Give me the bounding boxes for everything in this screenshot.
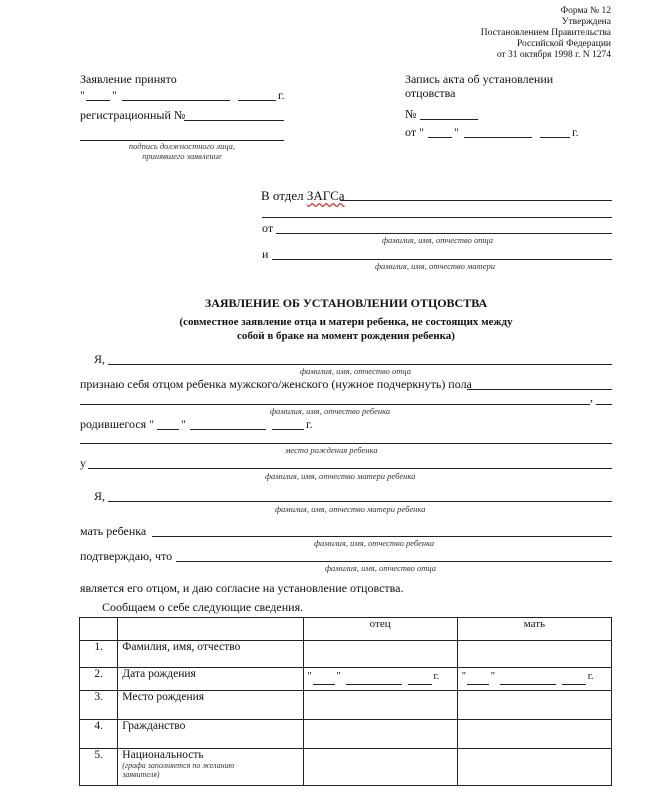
date-year-suffix: г. (587, 671, 594, 682)
father-birthdate-cell[interactable] (303, 668, 457, 691)
father-name-line (276, 233, 612, 234)
admit-text: признаю себя отцом ребенка мужского/женского (нужное подчеркнуть) пола (80, 377, 472, 391)
row-num: 4. (80, 720, 118, 749)
record-from-label: от " (405, 125, 424, 139)
record-year-suffix: г. (572, 125, 579, 139)
form-approved: Утверждена (561, 17, 611, 27)
confirm-caption: фамилия, имя, отчество отца (325, 563, 436, 573)
born-year-suffix: г. (306, 417, 313, 431)
born-year-line (272, 429, 304, 430)
table-row (80, 691, 612, 720)
ya-father-caption: фамилия, имя, отчество отца (300, 366, 411, 376)
zags-to (261, 188, 345, 204)
u-mother-line (88, 468, 612, 469)
date-year-line (408, 684, 432, 685)
date-year-suffix: г. (433, 671, 440, 682)
row-note-1: (графа заполняется по желанию (122, 761, 235, 770)
table-header-label (118, 618, 303, 641)
date-quote-close: " (336, 671, 341, 682)
father-name-cell[interactable] (303, 641, 457, 668)
row-label-nationality (118, 749, 303, 786)
birthplace-caption: место рождения ребенка (285, 445, 378, 455)
mother-birthplace-cell[interactable] (457, 691, 611, 720)
born-month-line (190, 429, 266, 430)
table-row (80, 668, 612, 691)
born-label: родившегося " (80, 417, 155, 431)
date-quote-open: " (461, 671, 467, 682)
table-header-num (80, 618, 118, 641)
ya-label-2: Я, (94, 489, 106, 503)
accepted-month-line (122, 100, 230, 101)
record-label-2: отцовства (405, 86, 456, 100)
mother-birthdate-cell[interactable] (457, 668, 611, 691)
mother-of-child-line (152, 536, 612, 537)
table-header-mother: мать (457, 618, 611, 641)
date-year-line (562, 684, 586, 685)
ya-father-line (108, 364, 612, 365)
mother-name-caption: фамилия, имя, отчество матери (375, 261, 496, 271)
row-num: 1. (80, 641, 118, 668)
confirm-label: подтверждаю, что (80, 549, 173, 563)
confirm-line (176, 561, 612, 562)
mother-of-child-caption: фамилия, имя, отчество ребенка (314, 538, 435, 548)
form-number: Форма № 12 (560, 6, 611, 16)
child-name-line (80, 404, 590, 405)
record-year-line (540, 137, 570, 138)
record-label-1: Запись акта об установлении (405, 72, 554, 86)
form-country: Российской Федерации (516, 39, 611, 49)
born-day-line (157, 429, 179, 430)
record-month-line (464, 137, 532, 138)
form-decree: Постановлением Правительства (480, 28, 611, 38)
document-title: ЗАЯВЛЕНИЕ ОБ УСТАНОВЛЕНИИ ОТЦОВСТВА (204, 296, 488, 310)
ya-mother-line (108, 501, 612, 502)
form-header (481, 6, 611, 61)
row-label: Дата рождения (118, 668, 303, 691)
accepted-label: Заявление принято (80, 72, 177, 86)
table-row (80, 720, 612, 749)
signature-caption-1: подпись должностного лица, (128, 141, 236, 151)
zags-from-label: от (262, 221, 274, 235)
signature-caption (80, 141, 284, 161)
row-label: Фамилия, имя, отчество (118, 641, 303, 668)
record-number-line (420, 119, 478, 120)
mother-name-cell[interactable] (457, 641, 611, 668)
date-month-line (346, 684, 402, 685)
child-name-comma: , (590, 390, 593, 404)
row-label: Гражданство (118, 720, 303, 749)
table-row (80, 749, 612, 786)
mother-of-child-label: мать ребенка (80, 524, 147, 538)
document-subtitle-2: собой в браке на момент рождения ребенка) (237, 330, 455, 342)
info-table (79, 617, 612, 786)
zags-to-prefix: В отдел (261, 188, 307, 203)
mother-nationality-cell[interactable] (457, 749, 611, 786)
child-name-caption: фамилия, имя, отчество ребенка (270, 406, 391, 416)
row-label: Национальность (122, 749, 204, 761)
accepted-quote-close: " (112, 88, 117, 102)
mother-citizenship-cell[interactable] (457, 720, 611, 749)
father-name-caption: фамилия, имя, отчество отца (382, 235, 493, 245)
child-name-line-tail (596, 404, 612, 405)
father-nationality-cell[interactable] (303, 749, 457, 786)
zags-word: ЗАГСа (306, 188, 345, 203)
father-citizenship-cell[interactable] (303, 720, 457, 749)
signature-caption-2: принявшего заявление (142, 151, 222, 161)
date-quote-open: " (307, 671, 312, 682)
born-quote-close: " (181, 417, 186, 431)
info-intro: Сообщаем о себе следующие сведения. (102, 600, 304, 614)
record-day-line (428, 137, 452, 138)
reg-number-label: регистрационный № (80, 108, 186, 122)
table-header-row (80, 618, 612, 641)
date-day-line (467, 684, 489, 685)
row-label: Место рождения (118, 691, 303, 720)
date-month-line (500, 684, 556, 685)
document-subtitle-1: (совместное заявление отца и матери ребенка, не состоящих между (179, 316, 513, 328)
table-row (80, 641, 612, 668)
zags-and-label: и (262, 247, 269, 261)
row-num: 2. (80, 668, 118, 691)
ya-mother-caption: фамилия, имя, отчество матери ребенка (275, 504, 426, 514)
mother-birthdate (458, 668, 611, 690)
reg-number-line (184, 120, 284, 121)
row-num: 5. (80, 749, 118, 786)
row-num: 3. (80, 691, 118, 720)
accepted-day-line (86, 100, 110, 101)
accepted-quote-open: " (80, 88, 85, 102)
zags-line-2 (262, 217, 612, 218)
u-label: у (80, 456, 86, 470)
birthplace-line (80, 443, 612, 444)
form-date: от 31 октября 1998 г. N 1274 (496, 50, 611, 60)
row-note-2: заявителя) (122, 770, 160, 779)
father-birthdate (304, 668, 457, 690)
accepted-year-suffix: г. (278, 88, 285, 102)
u-mother-caption: фамилия, имя, отчество матери ребенка (265, 471, 416, 481)
date-quote-close: " (490, 671, 496, 682)
father-birthplace-cell[interactable] (303, 691, 457, 720)
zags-line (340, 200, 612, 201)
ya-label-1: Я, (94, 352, 106, 366)
table-header-father: отец (303, 618, 457, 641)
mother-name-line (272, 259, 612, 260)
date-day-line (313, 684, 335, 685)
record-number-label: № (405, 107, 417, 121)
accepted-year-line (238, 100, 276, 101)
consent-text: является его отцом, и даю согласие на установление отцовства. (80, 581, 404, 595)
record-quote-close: " (454, 125, 459, 139)
